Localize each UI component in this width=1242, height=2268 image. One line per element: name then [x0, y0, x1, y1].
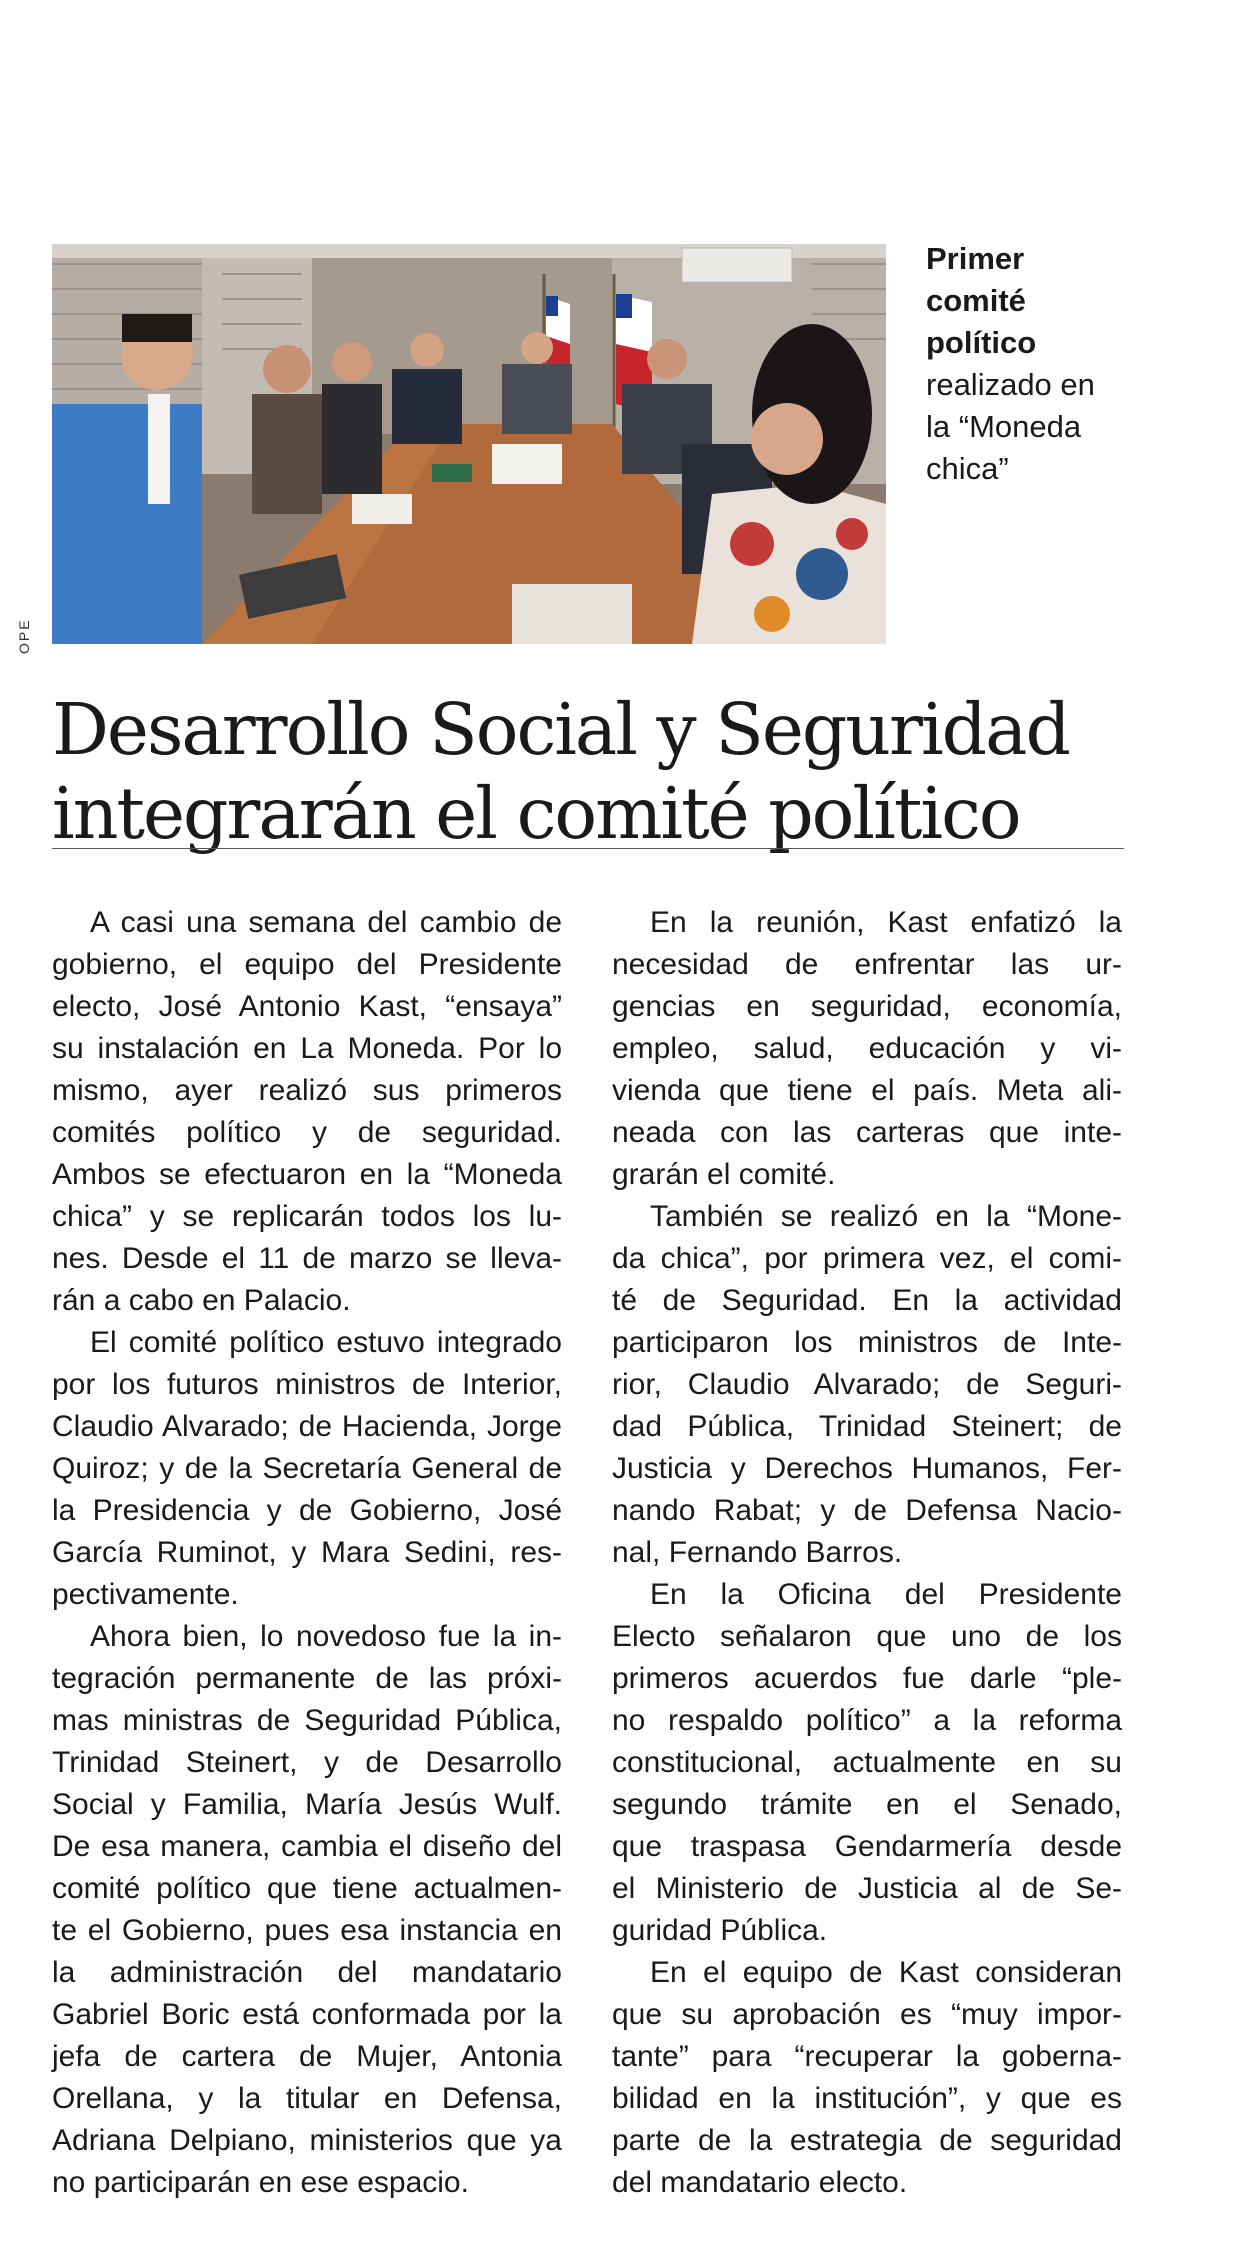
paragraph-line: nando Rabat; y de Defensa Nacio-: [612, 1494, 1122, 1527]
paragraph-line: rán a cabo en Palacio.: [52, 1284, 351, 1317]
paragraph-line: su instalación en La Moneda. Por lo: [52, 1032, 562, 1065]
paragraph-line: En el equipo de Kast consideran: [650, 1956, 1122, 1989]
paragraph-line: segundo trámite en el Senado,: [612, 1788, 1122, 1821]
paragraph-line: dad Pública, Trinidad Steinert; de: [612, 1410, 1122, 1443]
paragraph-line: que traspasa Gendarmería desde: [612, 1830, 1122, 1863]
paragraph-line: grarán el comité.: [612, 1158, 836, 1191]
article-paragraph: [52, 1322, 562, 1616]
headline-line: integrarán el comité político: [52, 772, 1020, 855]
article-column-right: [612, 902, 1122, 2204]
paragraph-line: nal, Fernando Barros.: [612, 1536, 903, 1569]
paragraph-line: En la reunión, Kast enfatizó la: [650, 906, 1122, 939]
paragraph-line: mismo, ayer realizó sus primeros: [52, 1074, 562, 1107]
meeting-photo-icon: [52, 244, 886, 644]
paragraph-line: no respaldo político” a la reforma: [612, 1704, 1122, 1737]
paragraph-line: neada con las carteras que inte-: [612, 1116, 1122, 1149]
paragraph-line: bilidad en la institución”, y que es: [612, 2082, 1122, 2115]
article-paragraph: [52, 1616, 562, 2204]
paragraph-line: empleo, salud, educación y vi-: [612, 1032, 1122, 1065]
caption-line: realizado en: [926, 367, 1095, 402]
paragraph-line: Trinidad Steinert, y de Desarrollo: [52, 1746, 562, 1779]
paragraph-line: no participarán en ese espacio.: [52, 2166, 469, 2199]
article-column-left: [52, 902, 562, 2204]
paragraph-line: vienda que tiene el país. Meta ali-: [612, 1074, 1122, 1107]
paragraph-line: Quiroz; y de la Secretaría General de: [52, 1452, 562, 1485]
article-paragraph: [612, 1574, 1122, 1952]
article-paragraph: [52, 902, 562, 1322]
paragraph-line: pectivamente.: [52, 1578, 239, 1611]
paragraph-line: tegración permanente de las próxi-: [52, 1662, 562, 1695]
paragraph-line: té de Seguridad. En la actividad: [612, 1284, 1122, 1317]
headline-line: Desarrollo Social y Seguridad: [52, 688, 1069, 771]
paragraph-line: Social y Familia, María Jesús Wulf.: [52, 1788, 562, 1821]
caption-bold-line: político: [926, 325, 1037, 360]
paragraph-line: jefa de cartera de Mujer, Antonia: [52, 2040, 562, 2073]
paragraph-line: gobierno, el equipo del Presidente: [52, 948, 562, 981]
caption-line: la “Moneda: [926, 409, 1082, 444]
paragraph-line: tante” para “recuperar la goberna-: [612, 2040, 1122, 2073]
paragraph-line: el Ministerio de Justicia al de Se-: [612, 1872, 1122, 1905]
paragraph-line: A casi una semana del cambio de: [90, 906, 562, 939]
paragraph-line: la administración del mandatario: [52, 1956, 562, 1989]
photo-caption: [926, 238, 1126, 490]
paragraph-line: mas ministras de Seguridad Pública,: [52, 1704, 562, 1737]
paragraph-line: comités político y de seguridad.: [52, 1116, 562, 1149]
paragraph-line: comité político que tiene actualmen-: [52, 1872, 562, 1905]
headline-divider: [52, 848, 1124, 849]
article-headline: [52, 688, 1132, 856]
paragraph-line: Ambos se efectuaron en la “Moneda: [52, 1158, 562, 1191]
paragraph-line: Orellana, y la titular en Defensa,: [52, 2082, 562, 2115]
paragraph-line: te el Gobierno, pues esa instancia en: [52, 1914, 562, 1947]
paragraph-line: la Presidencia y de Gobierno, José: [52, 1494, 562, 1527]
paragraph-line: constitucional, actualmente en su: [612, 1746, 1122, 1779]
paragraph-line: primeros acuerdos fue darle “ple-: [612, 1662, 1122, 1695]
paragraph-line: En la Oficina del Presidente: [650, 1578, 1122, 1611]
paragraph-line: guridad Pública.: [612, 1914, 828, 1947]
paragraph-line: necesidad de enfrentar las ur-: [612, 948, 1122, 981]
paragraph-line: nes. Desde el 11 de marzo se lleva-: [52, 1242, 562, 1275]
paragraph-line: rior, Claudio Alvarado; de Seguri-: [612, 1368, 1122, 1401]
caption-line: chica”: [926, 451, 1009, 486]
article-paragraph: [612, 902, 1122, 1196]
paragraph-line: Ahora bien, lo novedoso fue la in-: [90, 1620, 562, 1653]
paragraph-line: chica” y se replicarán todos los lu-: [52, 1200, 562, 1233]
article-paragraph: [612, 1952, 1122, 2204]
paragraph-line: También se realizó en la “Mone-: [650, 1200, 1122, 1233]
paragraph-line: del mandatario electo.: [612, 2166, 908, 2199]
paragraph-line: Justicia y Derechos Humanos, Fer-: [612, 1452, 1122, 1485]
caption-bold-line: comité: [926, 283, 1026, 318]
paragraph-line: da chica”, por primera vez, el comi-: [612, 1242, 1122, 1275]
paragraph-line: De esa manera, cambia el diseño del: [52, 1830, 562, 1863]
paragraph-line: parte de la estrategia de seguridad: [612, 2124, 1122, 2157]
paragraph-line: gencias en seguridad, economía,: [612, 990, 1122, 1023]
paragraph-line: que su aprobación es “muy impor-: [612, 1998, 1122, 2031]
paragraph-line: participaron los ministros de Inte-: [612, 1326, 1122, 1359]
photo-credit: OPE: [16, 618, 32, 654]
article-paragraph: [612, 1196, 1122, 1574]
meeting-photo: [52, 244, 886, 644]
paragraph-line: electo, José Antonio Kast, “ensaya”: [52, 990, 562, 1023]
caption-bold-line: Primer: [926, 241, 1025, 276]
paragraph-line: Claudio Alvarado; de Hacienda, Jorge: [52, 1410, 562, 1443]
paragraph-line: García Ruminot, y Mara Sedini, res-: [52, 1536, 562, 1569]
paragraph-line: Adriana Delpiano, ministerios que ya: [52, 2124, 562, 2157]
paragraph-line: por los futuros ministros de Interior,: [52, 1368, 562, 1401]
paragraph-line: Electo señalaron que uno de los: [612, 1620, 1122, 1653]
paragraph-line: El comité político estuvo integrado: [90, 1326, 562, 1359]
paragraph-line: Gabriel Boric está conformada por la: [52, 1998, 562, 2031]
